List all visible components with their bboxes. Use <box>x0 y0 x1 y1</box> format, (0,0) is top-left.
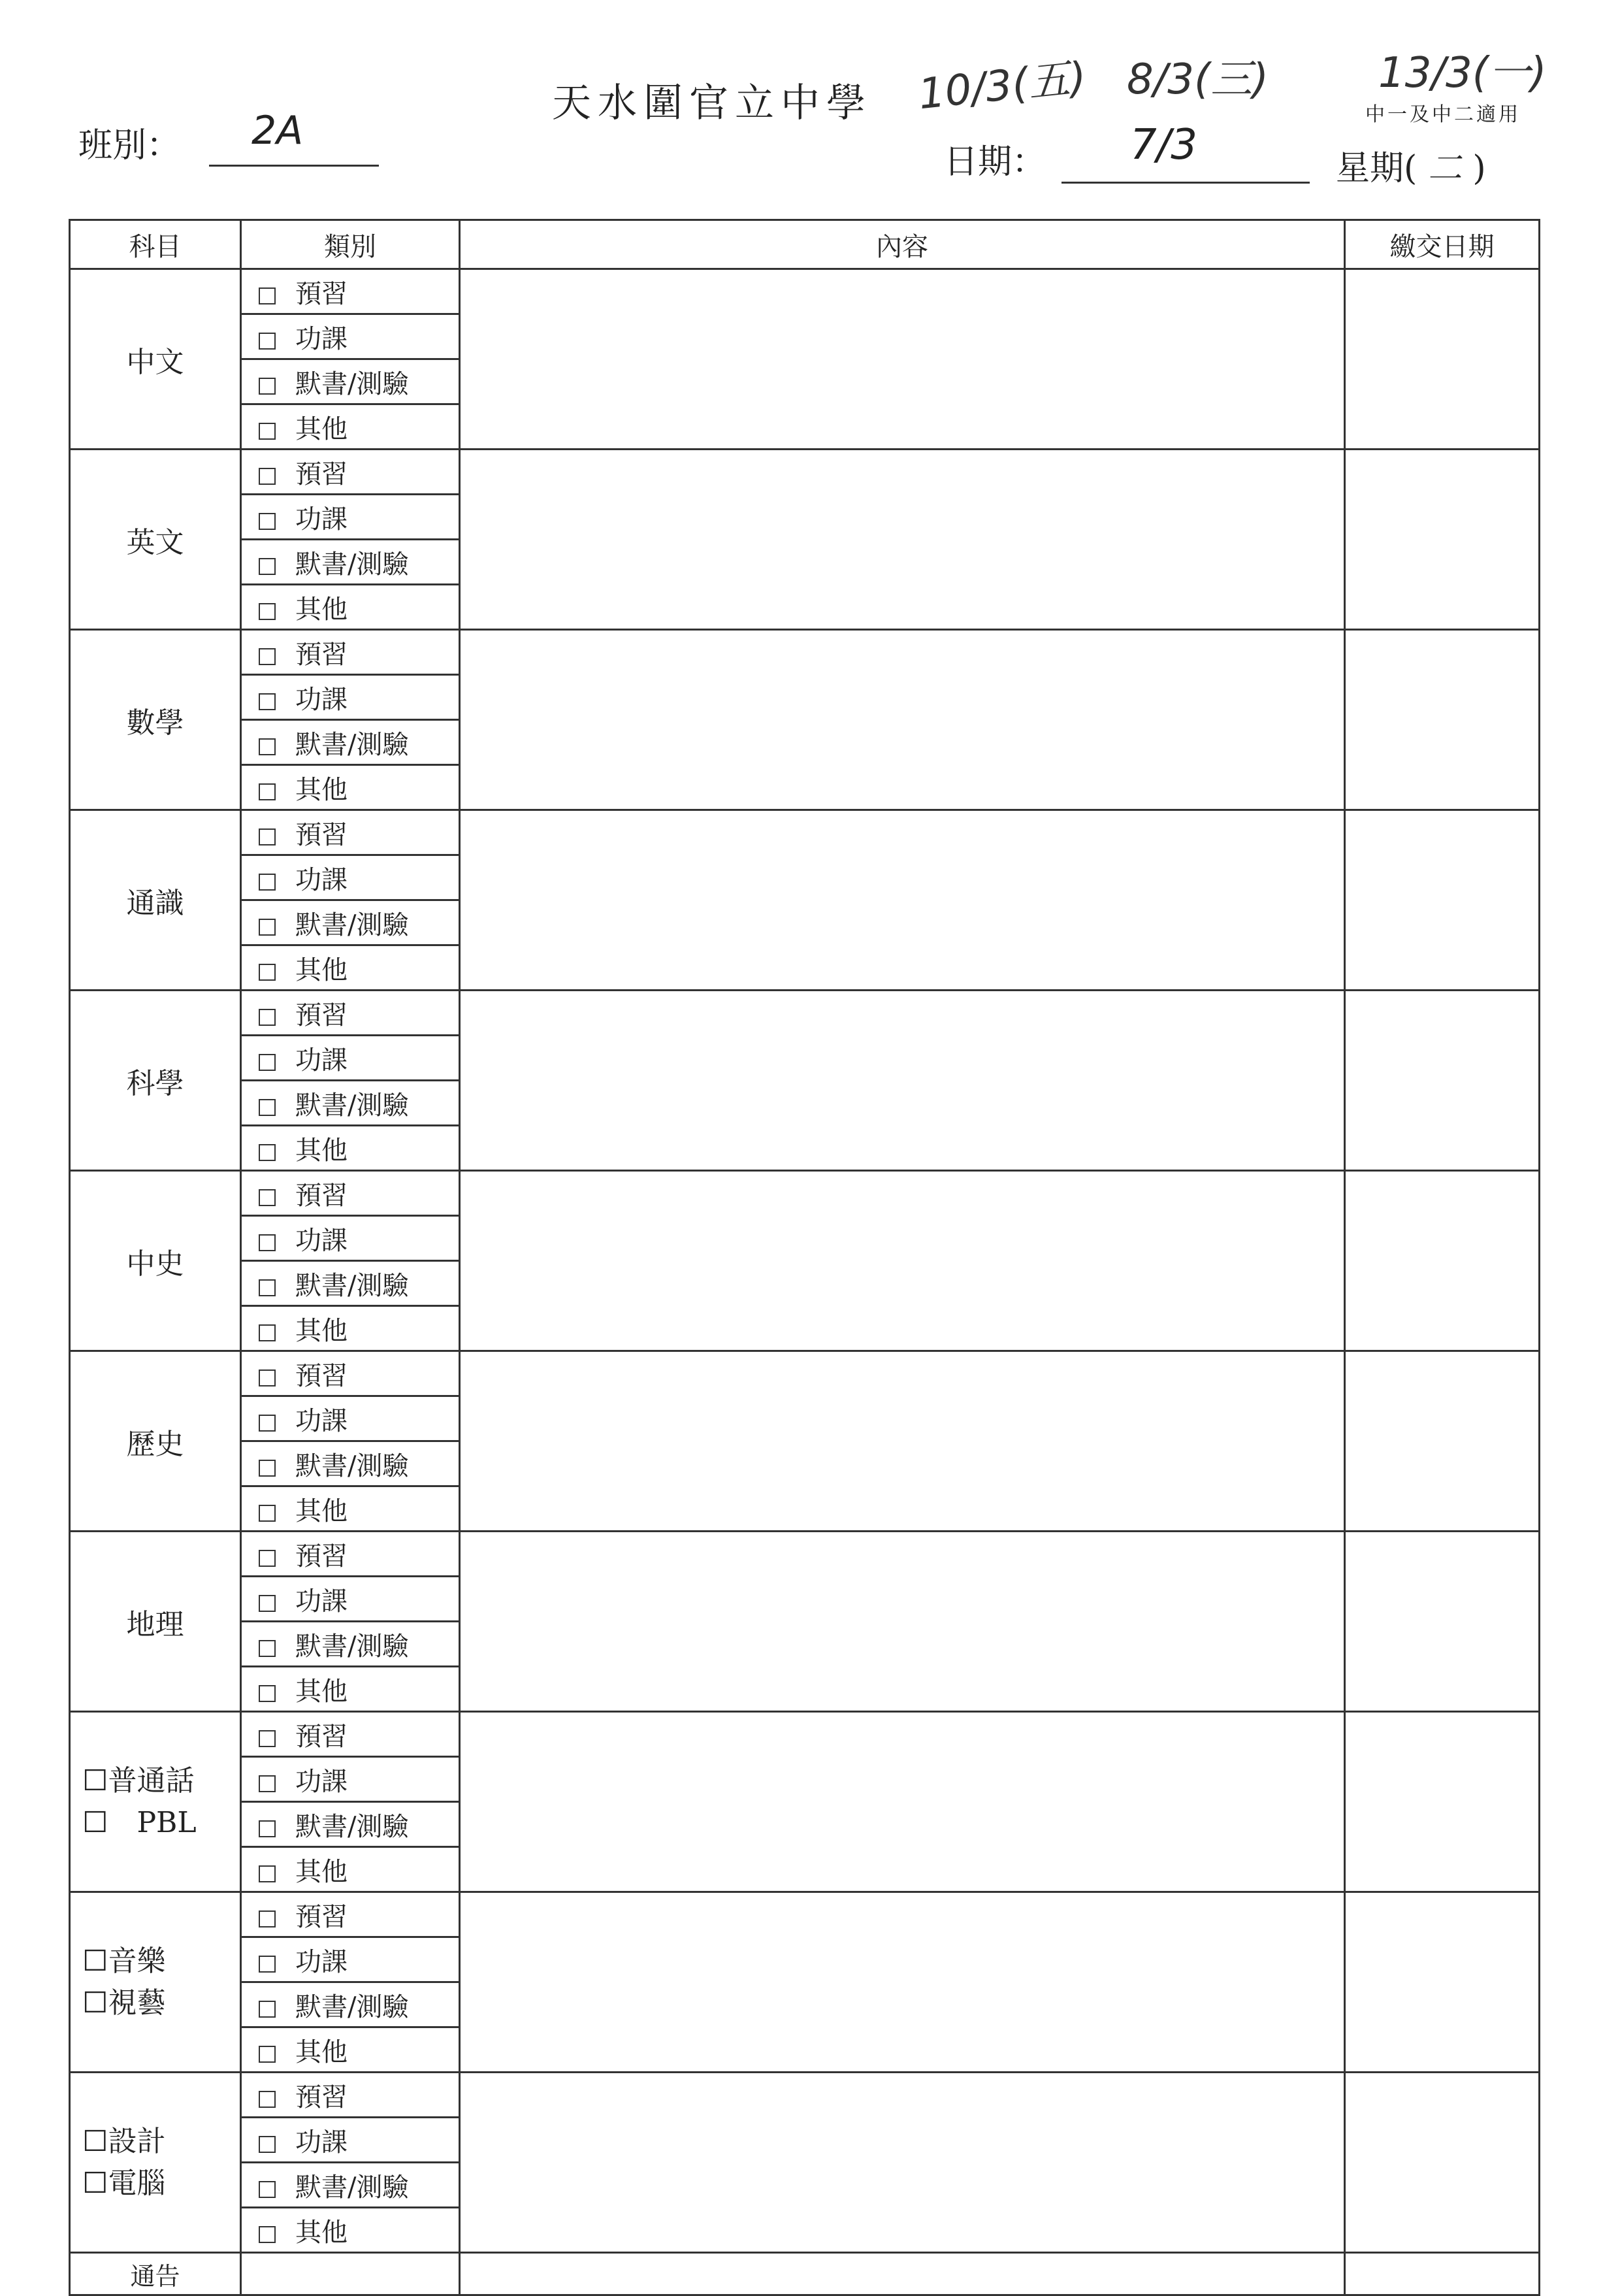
category-cell <box>241 765 460 810</box>
due-date-cell[interactable] <box>1345 810 1540 991</box>
table-row <box>70 810 1540 855</box>
notice-content-cell[interactable] <box>460 2253 1345 2295</box>
category-label: 預習 <box>295 1721 348 1752</box>
category-label: 功課 <box>295 1946 348 1977</box>
category-checkbox[interactable] <box>259 783 276 800</box>
category-checkbox[interactable] <box>259 919 276 936</box>
category-cell <box>241 1577 460 1622</box>
category-label: 其他 <box>295 774 348 805</box>
category-label: 功課 <box>295 864 348 895</box>
due-date-cell[interactable] <box>1345 269 1540 450</box>
table-row <box>70 1532 1540 1577</box>
subject-cell <box>70 810 241 991</box>
category-cell <box>241 1081 460 1126</box>
category-label: 預習 <box>295 1000 348 1030</box>
category-label: 默書/測驗 <box>295 1631 409 1662</box>
table-row <box>70 630 1540 675</box>
class-underline <box>209 165 379 167</box>
category-label: 預習 <box>295 278 348 309</box>
subject-label: 科學 <box>126 1066 184 1100</box>
category-checkbox[interactable] <box>259 1956 276 1973</box>
category-cell <box>241 1351 460 1396</box>
category-cell <box>241 1036 460 1081</box>
table-body <box>70 269 1540 2295</box>
category-label: 默書/測驗 <box>295 1811 409 1842</box>
table-row <box>70 1351 1540 1396</box>
category-cell <box>241 2118 460 2163</box>
category-checkbox[interactable] <box>259 1009 276 1026</box>
class-label: 班別： <box>78 126 181 165</box>
notice-label: 通告 <box>70 2253 241 2295</box>
category-cell <box>241 855 460 900</box>
subject-cell <box>70 991 241 1171</box>
category-label: 預習 <box>295 1180 348 1211</box>
category-label: 功課 <box>295 1586 348 1616</box>
weekday-open: 星期( <box>1336 149 1418 188</box>
due-date-cell[interactable] <box>1345 2073 1540 2253</box>
due-date-cell[interactable] <box>1345 1712 1540 1892</box>
category-checkbox[interactable] <box>259 1460 276 1477</box>
weekday-label <box>1336 140 1486 189</box>
category-checkbox[interactable] <box>259 1640 276 1657</box>
due-date-cell[interactable] <box>1345 1532 1540 1712</box>
category-label: 預習 <box>295 819 348 850</box>
category-label: 默書/測驗 <box>295 1270 409 1301</box>
category-checkbox[interactable] <box>259 1099 276 1116</box>
subject-cell <box>70 1532 241 1712</box>
category-label: 其他 <box>295 594 348 625</box>
subject-label[interactable]: ☐普通話 <box>82 1763 195 1797</box>
table-row <box>70 991 1540 1036</box>
category-checkbox[interactable] <box>259 1144 276 1161</box>
subject-cell <box>70 269 241 450</box>
col-header-due-date: 繳交日期 <box>1345 220 1540 269</box>
category-cell <box>241 1847 460 1892</box>
notice-due-date-cell[interactable] <box>1345 2253 1540 2295</box>
table-row <box>70 1892 1540 1937</box>
category-label: 預習 <box>295 1360 348 1391</box>
subject-label[interactable]: ☐視藝 <box>82 1986 166 2020</box>
subject-label: 數學 <box>126 706 184 740</box>
category-label: 功課 <box>295 1766 348 1797</box>
col-header-subject: 科目 <box>70 220 241 269</box>
category-label: 功課 <box>295 2127 348 2157</box>
content-cell[interactable] <box>460 2073 1345 2253</box>
category-cell <box>241 314 460 359</box>
category-checkbox[interactable] <box>259 1369 276 1386</box>
subject-label[interactable]: ☐ PBL <box>82 1805 197 1839</box>
category-cell <box>241 2073 460 2118</box>
category-label: 預習 <box>295 1901 348 1932</box>
subject-cell <box>70 1712 241 1892</box>
category-cell <box>241 1982 460 2027</box>
due-date-cell[interactable] <box>1345 1351 1540 1532</box>
handwritten-date-3: 13/3(一) <box>1378 49 1547 97</box>
class-field[interactable]: 2A <box>251 108 304 154</box>
category-cell <box>241 675 460 720</box>
content-cell[interactable] <box>460 269 1345 450</box>
category-checkbox[interactable] <box>259 1775 276 1792</box>
category-cell <box>241 359 460 404</box>
table-row <box>70 2073 1540 2118</box>
category-label: 默書/測驗 <box>295 549 409 580</box>
category-cell <box>241 540 460 585</box>
category-label: 默書/測驗 <box>295 2172 409 2203</box>
content-cell[interactable] <box>460 1171 1345 1351</box>
category-cell <box>241 1486 460 1532</box>
category-label: 其他 <box>295 1315 348 1346</box>
due-date-cell[interactable] <box>1345 1171 1540 1351</box>
due-date-cell[interactable] <box>1345 630 1540 810</box>
category-checkbox[interactable] <box>259 874 276 891</box>
category-checkbox[interactable] <box>259 2181 276 2198</box>
category-checkbox[interactable] <box>259 1415 276 1432</box>
subject-label: 英文 <box>126 525 184 559</box>
weekday-field[interactable]: 二 <box>1427 149 1462 188</box>
category-cell <box>241 1216 460 1261</box>
category-label: 其他 <box>295 1676 348 1707</box>
category-label: 默書/測驗 <box>295 1451 409 1481</box>
subject-cell <box>70 1892 241 2073</box>
subject-label[interactable]: ☐電腦 <box>82 2166 166 2200</box>
category-checkbox[interactable] <box>259 468 276 485</box>
category-checkbox[interactable] <box>259 2001 276 2018</box>
category-checkbox[interactable] <box>259 1550 276 1567</box>
category-checkbox[interactable] <box>259 1324 276 1341</box>
category-checkbox[interactable] <box>259 603 276 620</box>
category-checkbox[interactable] <box>259 1189 276 1206</box>
category-cell <box>241 2208 460 2253</box>
applicable-note: 中一及中二適用 <box>1365 103 1521 126</box>
category-checkbox[interactable] <box>259 1505 276 1522</box>
category-checkbox[interactable] <box>259 648 276 665</box>
category-label: 功課 <box>295 1225 348 1256</box>
category-checkbox[interactable] <box>259 423 276 440</box>
category-checkbox[interactable] <box>259 1865 276 1882</box>
subject-label: 中史 <box>126 1247 184 1281</box>
category-checkbox[interactable] <box>259 513 276 530</box>
col-header-category: 類別 <box>241 220 460 269</box>
category-cell <box>241 810 460 855</box>
table-row <box>70 450 1540 495</box>
category-cell <box>241 1622 460 1667</box>
category-cell <box>241 630 460 675</box>
category-cell <box>241 1892 460 1937</box>
category-cell <box>241 900 460 945</box>
category-checkbox[interactable] <box>259 1820 276 1837</box>
subject-cell <box>70 1351 241 1532</box>
category-cell <box>241 1937 460 1982</box>
category-cell <box>241 991 460 1036</box>
subject-cell <box>70 2073 241 2253</box>
category-checkbox[interactable] <box>259 1595 276 1612</box>
category-label: 其他 <box>295 414 348 444</box>
category-checkbox[interactable] <box>259 1911 276 1927</box>
subject-cell <box>70 1171 241 1351</box>
category-label: 預習 <box>295 2082 348 2112</box>
date-underline <box>1061 182 1310 184</box>
category-checkbox[interactable] <box>259 378 276 395</box>
category-cell <box>241 1441 460 1486</box>
content-cell[interactable] <box>460 1351 1345 1532</box>
category-cell <box>241 945 460 991</box>
category-label: 其他 <box>295 1135 348 1166</box>
date-field[interactable]: 7/3 <box>1130 121 1197 169</box>
weekday-close: ) <box>1472 149 1486 188</box>
category-checkbox[interactable] <box>259 2136 276 2153</box>
due-date-cell[interactable] <box>1345 1892 1540 2073</box>
content-cell[interactable] <box>460 630 1345 810</box>
category-cell <box>241 1171 460 1216</box>
category-checkbox[interactable] <box>259 1279 276 1296</box>
subject-label: 地理 <box>126 1607 184 1641</box>
category-cell <box>241 1126 460 1171</box>
category-label: 默書/測驗 <box>295 1090 409 1121</box>
category-cell <box>241 1667 460 1712</box>
category-cell <box>241 495 460 540</box>
category-cell <box>241 2163 460 2208</box>
category-cell <box>241 1802 460 1847</box>
category-cell <box>241 1712 460 1757</box>
category-checkbox[interactable] <box>259 2046 276 2063</box>
subject-label[interactable]: ☐音樂 <box>82 1944 166 1978</box>
subject-cell <box>70 450 241 630</box>
category-cell <box>241 1757 460 1802</box>
category-checkbox[interactable] <box>259 964 276 981</box>
category-checkbox[interactable] <box>259 1234 276 1251</box>
category-label: 功課 <box>295 684 348 715</box>
handwritten-date-1: 10/3(五) <box>916 53 1089 120</box>
category-label: 其他 <box>295 1856 348 1887</box>
subject-label: 歷史 <box>126 1427 184 1461</box>
category-checkbox[interactable] <box>259 1054 276 1071</box>
category-checkbox[interactable] <box>259 738 276 755</box>
handwritten-date-2: 8/3(三) <box>1127 56 1269 104</box>
category-cell <box>241 1306 460 1351</box>
category-checkbox[interactable] <box>259 1730 276 1747</box>
school-name: 天水圍官立中學 <box>552 80 872 126</box>
subject-label: 通識 <box>126 886 184 920</box>
category-label: 默書/測驗 <box>295 729 409 760</box>
header-row <box>70 220 1540 269</box>
content-cell[interactable] <box>460 1712 1345 1892</box>
subject-label[interactable]: ☐設計 <box>82 2124 166 2158</box>
due-date-cell[interactable] <box>1345 450 1540 630</box>
content-cell[interactable] <box>460 1892 1345 2073</box>
content-cell[interactable] <box>460 1532 1345 1712</box>
category-checkbox[interactable] <box>259 333 276 350</box>
category-checkbox[interactable] <box>259 558 276 575</box>
table-row <box>70 1712 1540 1757</box>
content-cell[interactable] <box>460 810 1345 991</box>
category-label: 其他 <box>295 2217 348 2248</box>
table-row <box>70 1171 1540 1216</box>
category-label: 功課 <box>295 1405 348 1436</box>
subject-cell <box>70 630 241 810</box>
category-cell <box>241 1532 460 1577</box>
category-label: 預習 <box>295 639 348 670</box>
homework-table <box>69 219 1540 2296</box>
category-label: 其他 <box>295 955 348 985</box>
category-label: 其他 <box>295 2037 348 2067</box>
category-cell <box>241 404 460 450</box>
category-label: 其他 <box>295 1496 348 1526</box>
category-cell <box>241 450 460 495</box>
category-checkbox[interactable] <box>259 828 276 845</box>
notice-category-cell[interactable] <box>241 2253 460 2295</box>
category-cell <box>241 1396 460 1441</box>
subject-label: 中文 <box>126 345 184 379</box>
category-label: 功課 <box>295 504 348 534</box>
category-cell <box>241 585 460 630</box>
category-label: 預習 <box>295 1541 348 1571</box>
date-label: 日期： <box>944 142 1046 182</box>
category-label: 默書/測驗 <box>295 910 409 940</box>
category-cell <box>241 1261 460 1306</box>
category-checkbox[interactable] <box>259 287 276 304</box>
category-label: 功課 <box>295 323 348 354</box>
category-cell <box>241 269 460 314</box>
content-cell[interactable] <box>460 991 1345 1171</box>
category-label: 默書/測驗 <box>295 369 409 399</box>
category-checkbox[interactable] <box>259 2091 276 2108</box>
col-header-content: 內容 <box>460 220 1345 269</box>
category-cell <box>241 2027 460 2073</box>
category-checkbox[interactable] <box>259 2226 276 2243</box>
category-checkbox[interactable] <box>259 693 276 710</box>
category-label: 功課 <box>295 1045 348 1075</box>
table-row <box>70 269 1540 314</box>
category-label: 默書/測驗 <box>295 1992 409 2022</box>
category-label: 預習 <box>295 459 348 489</box>
notice-row <box>70 2253 1540 2295</box>
category-cell <box>241 720 460 765</box>
category-checkbox[interactable] <box>259 1685 276 1702</box>
due-date-cell[interactable] <box>1345 991 1540 1171</box>
content-cell[interactable] <box>460 450 1345 630</box>
